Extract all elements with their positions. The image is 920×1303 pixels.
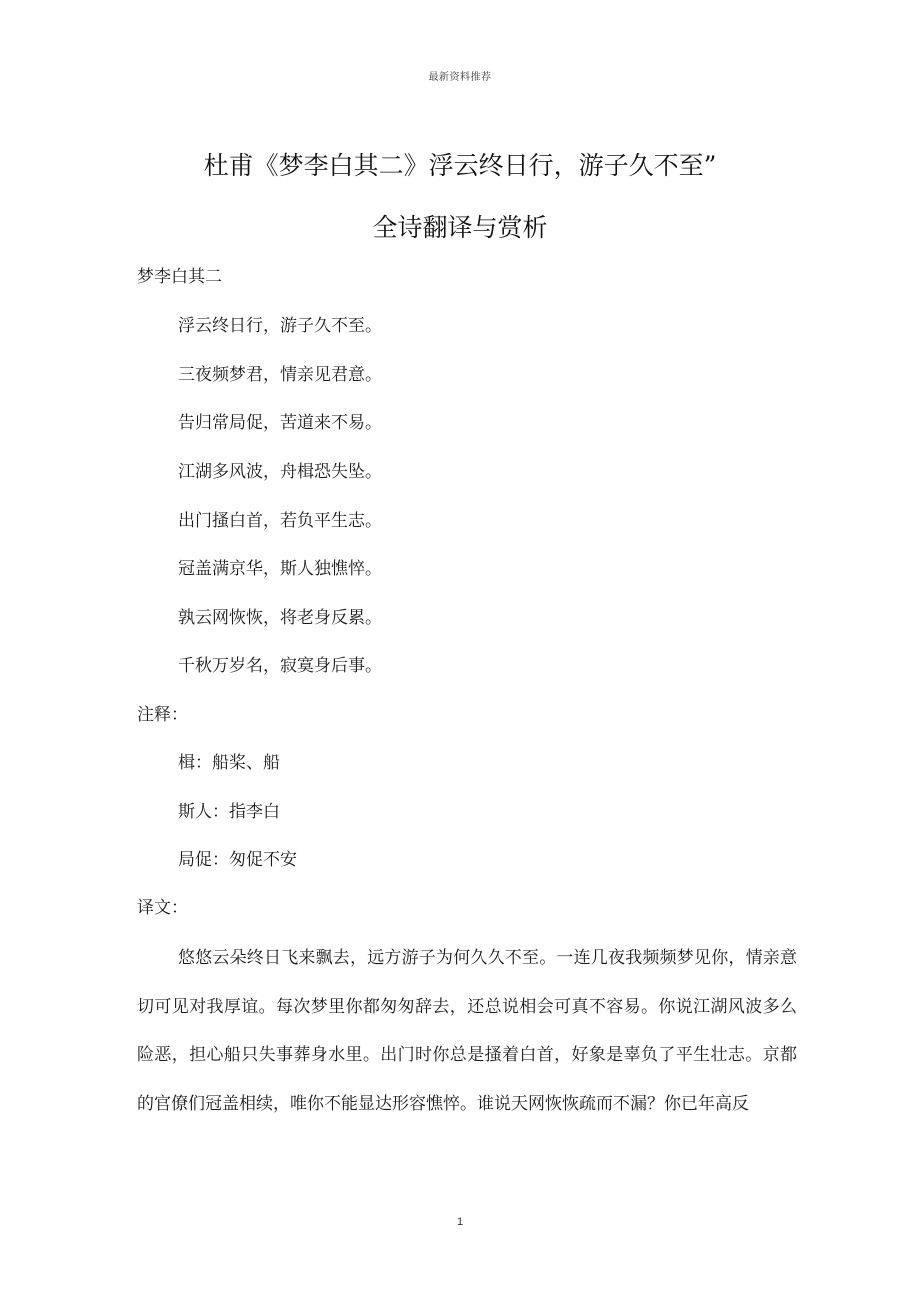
- poem-line: 千秋万岁名，寂寞身后事。: [178, 656, 382, 676]
- page-number: 1: [456, 1216, 464, 1228]
- poem-name: 梦李白其二: [137, 267, 222, 287]
- poem-line: 浮云终日行，游子久不至。: [178, 316, 382, 336]
- note-item: 楫：船桨、船: [178, 753, 280, 773]
- document-title-line-1: 杜甫《梦李白其二》浮云终日行，游子久不至”: [203, 151, 717, 180]
- poem-line: 冠盖满京华，斯人独憔悴。: [178, 559, 382, 579]
- poem-line: 孰云网恢恢，将老身反累。: [178, 608, 382, 628]
- note-item: 局促：匆促不安: [178, 850, 297, 870]
- poem-line: 出门搔白首，若负平生志。: [178, 511, 382, 531]
- document-title-line-2: 全诗翻译与赏析: [372, 213, 548, 242]
- header-note: 最新资料推荐: [428, 72, 492, 83]
- poem-line: 江湖多风波，舟楫恐失坠。: [178, 462, 382, 482]
- note-item: 斯人：指李白: [178, 802, 280, 822]
- notes-heading: 注释：: [137, 705, 188, 725]
- translation-heading: 译文：: [137, 898, 188, 918]
- poem-line: 告归常局促，苦道来不易。: [178, 413, 382, 433]
- poem-line: 三夜频梦君，情亲见君意。: [178, 365, 382, 385]
- translation-paragraph: 悠悠云朵终日飞来飘去，远方游子为何久久不至。一连几夜我频频梦见你，情亲意切可见对我厚谊。每次梦里你都匆匆辞去，还总说相会可真不容易。你说江湖风波多么险恶，担心船只失事葬身水里。出门时你总是搔着白首，好象是辜负了平生壮志。京都的官僚们冠盖相续，唯你不能显达形容憔悴。谁说天网恢恢疏而不漏？你已年高反: [137, 948, 797, 1114]
